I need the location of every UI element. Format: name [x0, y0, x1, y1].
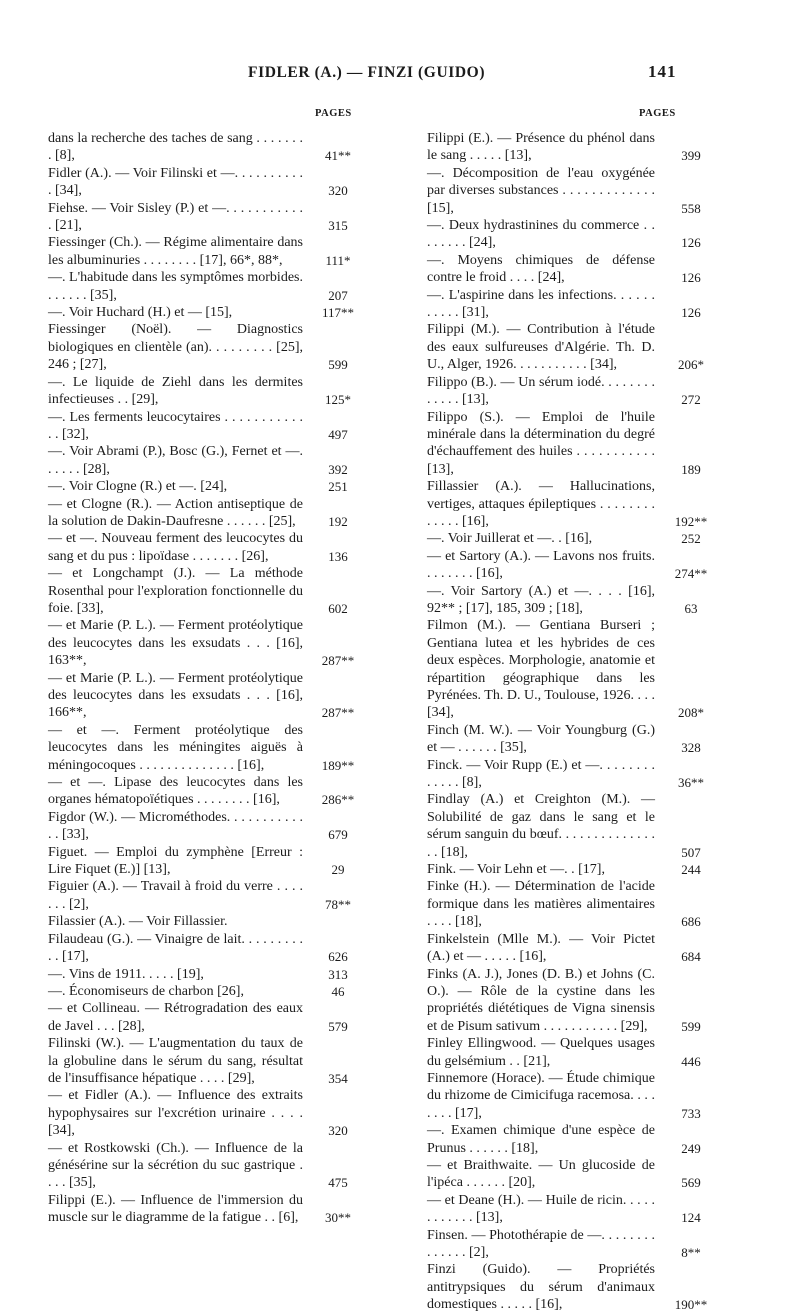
left-entries — [48, 130, 378, 1227]
entry-page: 46 — [331, 983, 345, 999]
entry-text: —. Les ferments leucocytaires . . . . . . . . . . . . . [32], — [48, 409, 303, 442]
index-entry — [427, 791, 757, 861]
index-entry — [48, 200, 378, 235]
entry-page: 189** — [321, 757, 355, 773]
entry-page: 8** — [681, 1245, 701, 1260]
index-entry — [48, 321, 378, 373]
entry-page: 136 — [328, 548, 348, 564]
index-entry — [48, 722, 378, 774]
entry-text: Finck. — Voir Rupp (E.) et —. . . . . . . . . . . . . [8], — [427, 757, 655, 791]
index-entry — [48, 130, 378, 165]
entry-page: 579 — [328, 1018, 348, 1034]
entry-text: —. Économiseurs de charbon [26], — [48, 983, 244, 999]
entry-page: 286** — [321, 792, 355, 808]
entry-text: Figuier (A.). — Travail à froid du verre . . . . . . . [2], — [48, 879, 303, 912]
entry-text: —. L'aspirine dans les infections. . . . . . . . . . . [31], — [427, 287, 655, 321]
page-number: 141 — [648, 62, 677, 81]
entry-page: 249 — [681, 1140, 701, 1156]
entry-page: 733 — [681, 1105, 701, 1121]
entry-page: 497 — [328, 426, 348, 442]
index-entry — [48, 774, 378, 809]
entry-text: Filippi (E.). — Présence du phénol dans le sang . . . . . [13], — [427, 131, 655, 164]
entry-text: — et —. Lipase des leucocytes dans les organes hématopoïétiques . . . . . . . . [16], — [48, 775, 303, 808]
entry-text: —. Le liquide de Ziehl dans les dermites infectieuses . . [29], — [48, 374, 303, 408]
entry-page: 315 — [328, 218, 348, 234]
entry-text: Fillassier (A.). — Hallucinations, vertiges, attaques épileptiques . . . . . . . . . . . . . [16], — [427, 479, 655, 529]
entry-text: — et Longchampt (J.). — La méthode Rosenthal pour l'exploration fonctionnelle du foie. [33], — [48, 566, 303, 616]
index-entry — [427, 478, 757, 530]
index-entry — [48, 478, 378, 495]
index-entry — [48, 530, 378, 565]
index-entry — [48, 617, 378, 669]
index-entry — [48, 165, 378, 200]
entry-page: 78** — [325, 896, 351, 912]
entry-text: Finch (M. W.). — Voir Youngburg (G.) et — . . . . . . [35], — [427, 722, 655, 756]
entry-page: 320 — [328, 1123, 348, 1139]
index-entry — [48, 670, 378, 722]
index-entry — [427, 583, 757, 618]
running-header — [0, 64, 800, 86]
index-entry — [48, 1140, 378, 1192]
index-entry — [427, 1157, 757, 1192]
entry-text: — et Clogne (R.). — Action antiseptique de la solution de Dakin-Daufresne . . . . . . [25], — [48, 496, 303, 529]
entry-page: 287** — [321, 705, 355, 721]
index-entry — [427, 1192, 757, 1227]
index-entry — [48, 304, 378, 321]
entry-page: 30** — [325, 1210, 351, 1226]
entry-page: 558 — [681, 200, 701, 216]
entry-page: 328 — [681, 740, 701, 756]
index-entry — [427, 861, 757, 878]
entry-page: 313 — [328, 966, 348, 982]
entry-page: 569 — [681, 1175, 701, 1191]
index-entry — [48, 983, 378, 1000]
entry-text: —. Moyens chimiques de défense contre le froid . . . . [24], — [427, 252, 655, 286]
entry-text: Fiehse. — Voir Sisley (P.) et —. . . . . . . . . . . . [21], — [48, 200, 303, 234]
entry-page: 320 — [328, 183, 348, 199]
entry-page: 252 — [681, 531, 701, 547]
entry-page: 244 — [681, 862, 701, 878]
entry-page: 207 — [328, 287, 348, 303]
entry-text: —. Deux hydrastinines du commerce . . . . . . . . [24], — [427, 218, 655, 251]
index-entry — [427, 1070, 757, 1122]
entry-page: 189 — [681, 461, 701, 477]
entry-text: Fink. — Voir Lehn et —. . [17], — [427, 862, 605, 878]
entry-text: —. L'habitude dans les symptômes morbides. . . . . . . [35], — [48, 270, 303, 303]
index-entry — [48, 1087, 378, 1139]
index-entry — [427, 1261, 757, 1313]
index-entry — [48, 234, 378, 269]
index-entry — [48, 931, 378, 966]
entry-text: —. Voir Abrami (P.), Bosc (G.), Fernet et —. . . . . . [28], — [48, 444, 303, 477]
entry-text: Findlay (A.) et Creighton (M.). — Solubilité de gaz dans le sang et le sérum sanguin du bœuf. . . . . . . . . . . . . . . . [18], — [427, 792, 655, 860]
index-entry — [427, 1035, 757, 1070]
entry-page: 29 — [331, 862, 345, 878]
entry-text: — et Sartory (A.). — Lavons nos fruits. . . . . . . . [16], — [427, 548, 655, 582]
entry-text: — et Collineau. — Rétrogradation des eaux de Javel . . . [28], — [48, 1001, 303, 1034]
entry-page: 684 — [681, 949, 701, 965]
entry-text: Finnemore (Horace). — Étude chimique du rhizome de Cimicifuga racemosa. . . . . . . . [17], — [427, 1070, 655, 1121]
index-entry — [427, 374, 757, 409]
index-entry — [427, 548, 757, 583]
entry-text: Figuet. — Emploi du zymphène [Erreur : Lire Fiquet (E.)] [13], — [48, 844, 303, 878]
entry-text: —. Voir Sartory (A.) et —. . . . [16], 92** ; [17], 185, 309 ; [18], — [427, 583, 655, 616]
entry-text: Finkelstein (Mlle M.). — Voir Pictet (A.) et — . . . . . [16], — [427, 931, 655, 965]
entry-page: 190** — [674, 1297, 708, 1313]
entry-text: Filassier (A.). — Voir Fillassier. — [48, 914, 228, 930]
entry-page: 475 — [328, 1175, 348, 1191]
entry-text: Filippi (M.). — Contribution à l'étude des eaux sulfureuses d'Algérie. Th. D. U., Alger, 1926. . . . . . . . . . . [34], — [427, 322, 655, 373]
entry-page: 251 — [328, 479, 348, 495]
entry-text: —. Examen chimique d'une espèce de Prunus . . . . . . [18], — [427, 1123, 655, 1156]
entry-page: 206* — [678, 357, 704, 373]
entry-page: 274** — [674, 566, 708, 582]
index-entry — [427, 722, 757, 757]
entry-page: 125* — [325, 392, 351, 408]
index-entry — [48, 809, 378, 844]
running-title: FIDLER (A.) — FINZI (GUIDO) — [248, 64, 486, 81]
entry-text: Finks (A. J.), Jones (D. B.) et Johns (C. O.). — Rôle de la cystine dans les propriétés diététiques de Vigna sinensis et de Pisum sativum . . . . . . . . . . . [29], — [427, 966, 655, 1034]
entry-page: 126 — [681, 270, 701, 286]
entry-page: 599 — [681, 1018, 701, 1034]
index-entry — [427, 1227, 757, 1262]
index-entry — [48, 496, 378, 531]
entry-text: Finley Ellingwood. — Quelques usages du gelsémium . . [21], — [427, 1036, 655, 1069]
entry-text: —. Décomposition de l'eau oxygénée par diverses substances . . . . . . . . . . . . . [15], — [427, 165, 655, 216]
entry-text: Fiessinger (Noël). — Diagnostics biologiques en clientèle (an). . . . . . . . . [25], 246 ; [27], — [48, 322, 303, 373]
entry-page: 399 — [681, 148, 701, 164]
index-entry — [427, 130, 757, 165]
entry-page: 392 — [328, 461, 348, 477]
entry-text: — et Fidler (A.). — Influence des extraits hypophysaires sur l'excrétion urinaire . . . . [34], — [48, 1088, 303, 1139]
entry-text: Finke (H.). — Détermination de l'acide formique dans les matières alimentaires . . . . [18], — [427, 879, 655, 930]
entry-page: 599 — [328, 357, 348, 373]
index-entry — [427, 321, 757, 373]
index-entry — [427, 757, 757, 792]
entry-text: —. Voir Juillerat et —. . [16], — [427, 531, 593, 547]
index-entry — [427, 1122, 757, 1157]
entry-page: 507 — [681, 844, 701, 860]
index-entry — [427, 287, 757, 322]
entry-text: —. Voir Clogne (R.) et —. [24], — [48, 479, 228, 495]
entry-page: 354 — [328, 1070, 348, 1086]
entry-page: 679 — [328, 827, 348, 843]
entry-text: — et Marie (P. L.). — Ferment protéolytique des leucocytes dans les exsudats . . . [16], 166**, — [48, 670, 303, 721]
index-entry — [48, 269, 378, 304]
index-entry — [48, 878, 378, 913]
entry-page: 287** — [321, 653, 355, 669]
index-entry — [427, 878, 757, 930]
entry-text: Figdor (W.). — Microméthodes. . . . . . . . . . . . . [33], — [48, 809, 303, 843]
entry-page: 63 — [684, 600, 698, 616]
entry-text: Filaudeau (G.). — Vinaigre de lait. . . . . . . . . . . [17], — [48, 931, 303, 965]
entry-page: 192 — [328, 513, 348, 529]
index-entry — [48, 844, 378, 879]
index-entry — [48, 565, 378, 617]
index-entry — [48, 374, 378, 409]
entry-text: — et —. Nouveau ferment des leucocytes du sang et du pus : lipoïdase . . . . . . . [26], — [48, 531, 303, 564]
index-entry — [427, 165, 757, 217]
entry-page: 36** — [678, 775, 704, 791]
entry-page: 126 — [681, 235, 701, 251]
entry-text: — et Marie (P. L.). — Ferment protéolytique des leucocytes dans les exsudats . . . [16], 163**, — [48, 618, 303, 669]
entry-text: Filmon (M.). — Gentiana Burseri ; Gentiana lutea et les hybrides de ces deux espèces. Morphologie, anatomie et répartition géographique dans les Pyrénées. Th. D. U., Toulouse, 1926. . . . [34], — [427, 618, 655, 721]
entry-page: 111* — [325, 252, 351, 268]
index-entry — [48, 443, 378, 478]
index-entry — [48, 1192, 378, 1227]
index-entry — [427, 931, 757, 966]
index-entry — [427, 530, 757, 547]
entry-text: dans la recherche des taches de sang . . . . . . . . [8], — [48, 131, 303, 164]
entry-text: — et Rostkowski (Ch.). — Influence de la génésérine sur la sécrétion du suc gastrique . . . . [35], — [48, 1140, 303, 1191]
entry-page: 117** — [321, 305, 355, 321]
entry-text: Fiessinger (Ch.). — Régime alimentaire dans les albuminuries . . . . . . . . [17], 66*, 88*, — [48, 235, 303, 268]
right-entries — [427, 130, 757, 1314]
entry-page: 602 — [328, 600, 348, 616]
entry-text: — et Deane (H.). — Huile de ricin. . . . . . . . . . . . [13], — [427, 1192, 655, 1226]
entry-text: —. Voir Huchard (H.) et — [15], — [48, 305, 233, 321]
entry-text: Finzi (Guido). — Propriétés antitrypsiques du sérum d'animaux domestiques . . . . . [16], — [427, 1262, 655, 1313]
entry-text: —. Vins de 1911. . . . . [19], — [48, 966, 204, 982]
entry-text: — et —. Ferment protéolytique des leucocytes dans les méningites aiguës à méningocoques . . . . . . . . . . . . . . [16], — [48, 722, 303, 773]
entry-text: Filippo (S.). — Emploi de l'huile minérale dans la détermination du degré d'échauffement des huiles . . . . . . . . . . . [13], — [427, 409, 655, 477]
entry-text: — et Braithwaite. — Un glucoside de l'ipéca . . . . . . [20], — [427, 1157, 655, 1191]
entry-page: 41** — [325, 148, 351, 164]
index-entry — [427, 617, 757, 721]
pages-column-heading: PAGES — [639, 108, 676, 119]
index-entry — [427, 252, 757, 287]
index-entry — [48, 1000, 378, 1035]
index-entry — [427, 966, 757, 1036]
entry-text: Filippi (E.). — Influence de l'immersion du muscle sur le diagramme de la fatigue . . [6], — [48, 1192, 303, 1226]
entry-page: 208* — [678, 705, 704, 721]
entry-text: Finsen. — Photothérapie de —. . . . . . . . . . . . . . [2], — [427, 1227, 655, 1260]
entry-page: 272 — [681, 392, 701, 408]
entry-page: 126 — [681, 305, 701, 321]
index-entry — [48, 966, 378, 983]
index-entry — [48, 1035, 378, 1087]
entry-page: 626 — [328, 949, 348, 965]
index-entry — [48, 913, 378, 930]
index-entry — [427, 409, 757, 479]
index-entry — [427, 217, 757, 252]
entry-page: 192** — [674, 513, 708, 529]
entry-text: Filinski (W.). — L'augmentation du taux de la globuline dans le sérum du sang, résultat de l'insuffisance hépatique . . . . [29], — [48, 1036, 303, 1086]
index-entry — [48, 409, 378, 444]
entry-page: 446 — [681, 1053, 701, 1069]
entry-page: 686 — [681, 914, 701, 930]
entry-text: Filippo (B.). — Un sérum iodé. . . . . . . . . . . . . [13], — [427, 374, 655, 408]
entry-text: Fidler (A.). — Voir Filinski et —. . . . . . . . . . . [34], — [48, 165, 303, 199]
entry-page: 124 — [681, 1210, 701, 1226]
pages-column-heading: PAGES — [315, 108, 352, 119]
